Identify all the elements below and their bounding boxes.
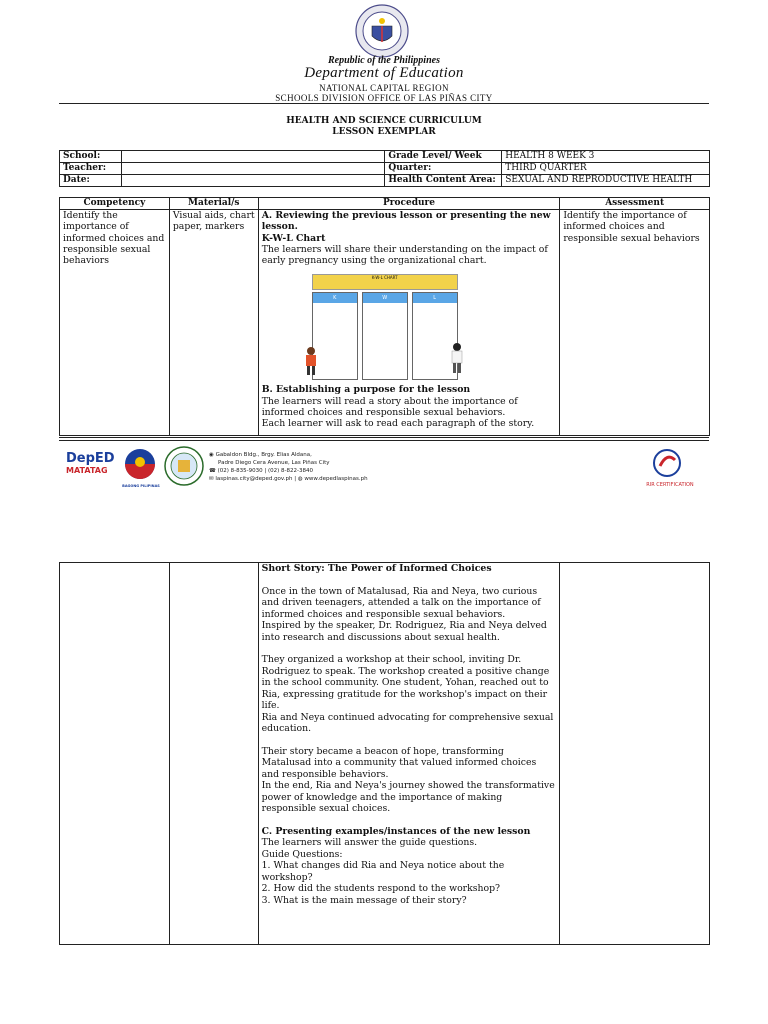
content-area-label: Health Content Area: (385, 175, 502, 187)
region-text: NATIONAL CAPITAL REGION (319, 83, 449, 93)
guide-question-2: 2. How did the students respond to the workshop? (261, 883, 501, 894)
phone-icon: ☎ (209, 468, 216, 474)
sdo-las-pinas-seal-logo (164, 446, 204, 486)
school-value (121, 151, 384, 163)
date-value (121, 175, 384, 187)
email-icon: ✉ (209, 476, 214, 482)
department-text: Department of Education (304, 65, 464, 81)
footer-email-web: ✉ laspinas.city@deped.gov.ph | ◍ www.depedlaspinas.ph (209, 476, 368, 482)
info-table (59, 150, 710, 187)
globe-icon: ◍ (297, 476, 303, 482)
guide-question-3: 3. What is the main message of their story? (261, 894, 467, 906)
story-paragraph-2b: Ria and Neya continued advocating for comprehensive sexual education. (261, 711, 554, 734)
kwl-chart-title: K-W-L CHART (312, 274, 458, 290)
header-divider (59, 103, 709, 104)
deped-seal-logo (355, 4, 409, 58)
kwl-col-l: L (412, 292, 458, 380)
footer-phone: ☎ (02) 8-835-9030 | (02) 8-822-3840 (209, 468, 313, 474)
col-materials: Material/s (169, 198, 258, 210)
quarter-label: Quarter: (385, 163, 502, 175)
location-pin-icon: ◉ (209, 452, 214, 458)
rir-certification-logo: RIR CERTIFICATION (640, 448, 700, 490)
kwl-chart-image (310, 274, 458, 380)
procedure-b-text2: Each learner will ask to read each paragraph of the story. (261, 418, 535, 430)
footer-divider-bottom (59, 440, 709, 441)
date-label: Date: (60, 175, 122, 187)
footer-address-line1: ◉ Gabaldon Bldg., Brgy. Elias Aldana, (209, 452, 312, 458)
doc-title: HEALTH AND SCIENCE CURRICULUM (286, 116, 482, 126)
teacher-value (121, 163, 384, 175)
story-table (59, 562, 710, 945)
procedure-a-heading: A. Reviewing the previous lesson or presenting the new lesson. (261, 210, 551, 233)
procedure-c-text: The learners will answer the guide questions. (261, 837, 478, 848)
procedure-b-heading: B. Establishing a purpose for the lesson (261, 384, 471, 396)
story-paragraph-2: They organized a workshop at their school, inviting Dr. Rodriguez to speak. The workshop created a positive change in the school community. One student, Yohan, reached out to Ria, expressing gratitude for the workshop's impact on their life. (261, 654, 550, 711)
materials-cell: Visual aids, chart paper, markers (169, 210, 258, 436)
col-competency: Competency (60, 198, 170, 210)
republic-text: Republic of the Philippines (328, 55, 440, 66)
guide-question-1: 1. What changes did Ria and Neya notice about the workshop? (261, 860, 505, 883)
footer-contact (209, 451, 368, 483)
col-assessment: Assessment (560, 198, 710, 210)
story-paragraph-3b: In the end, Ria and Neya's journey showed the transformative power of knowledge and the importance of making responsible sexual choices. (261, 780, 555, 814)
bagong-pilipinas-logo: BAGONG PILIPINAS (121, 448, 161, 488)
procedure-cell (258, 210, 560, 436)
doc-subtitle: LESSON EXEMPLAR (332, 127, 436, 137)
kwl-text: The learners will share their understanding on the impact of early pregnancy using the organizational chart. (261, 243, 548, 267)
story-procedure-cell (258, 563, 560, 945)
procedure-b-text1: The learners will read a story about the importance of informed choices and responsible sexual behaviors. (261, 395, 518, 419)
story-paragraph-3: Their story became a beacon of hope, transforming Matalusad into a community that valued informed choices and responsible behaviors. (261, 745, 537, 780)
school-label: School: (60, 151, 122, 163)
kwl-col-k: K (312, 292, 358, 380)
story-competency-cell (60, 563, 170, 945)
competency-cell: Identify the importance of informed choices and responsible sexual behaviors (60, 210, 170, 436)
grade-value: HEALTH 8 WEEK 3 (502, 151, 710, 163)
procedure-c-heading: C. Presenting examples/instances of the new lesson (261, 825, 531, 837)
grade-label: Grade Level/ Week (385, 151, 502, 163)
child-figure-right-icon (450, 342, 464, 374)
story-paragraph-1: Once in the town of Matalusad, Ria and Neya, two curious and driven teenagers, attended a talk on the importance of informed choices and responsible sexual behaviors. (261, 585, 541, 620)
footer-address-line2: Padre Diego Cera Avenue, Las Piñas City (218, 460, 330, 466)
story-assessment-cell (560, 563, 710, 945)
kwl-col-w: W (362, 292, 408, 380)
guide-questions-label: Guide Questions: (261, 848, 343, 860)
child-figure-left-icon (304, 346, 318, 376)
kwl-heading: K-W-L Chart (261, 232, 326, 244)
assessment-cell: Identify the importance of informed choices and responsible sexual behaviors (560, 210, 710, 436)
story-materials-cell (169, 563, 258, 945)
story-title: Short Story: The Power of Informed Choices (261, 563, 492, 574)
teacher-label: Teacher: (60, 163, 122, 175)
lesson-table (59, 197, 710, 436)
story-paragraph-1b: Inspired by the speaker, Dr. Rodriguez, Ria and Neya delved into research and discussions about sexual health. (261, 620, 547, 643)
content-area-value: SEXUAL AND REPRODUCTIVE HEALTH (502, 175, 710, 187)
col-procedure: Procedure (258, 198, 560, 210)
deped-matatag-logo: DepED MATATAG (66, 451, 115, 475)
quarter-value: THIRD QUARTER (502, 163, 710, 175)
division-text: SCHOOLS DIVISION OFFICE OF LAS PIÑAS CITY (275, 93, 493, 103)
footer-divider-top (59, 437, 709, 438)
